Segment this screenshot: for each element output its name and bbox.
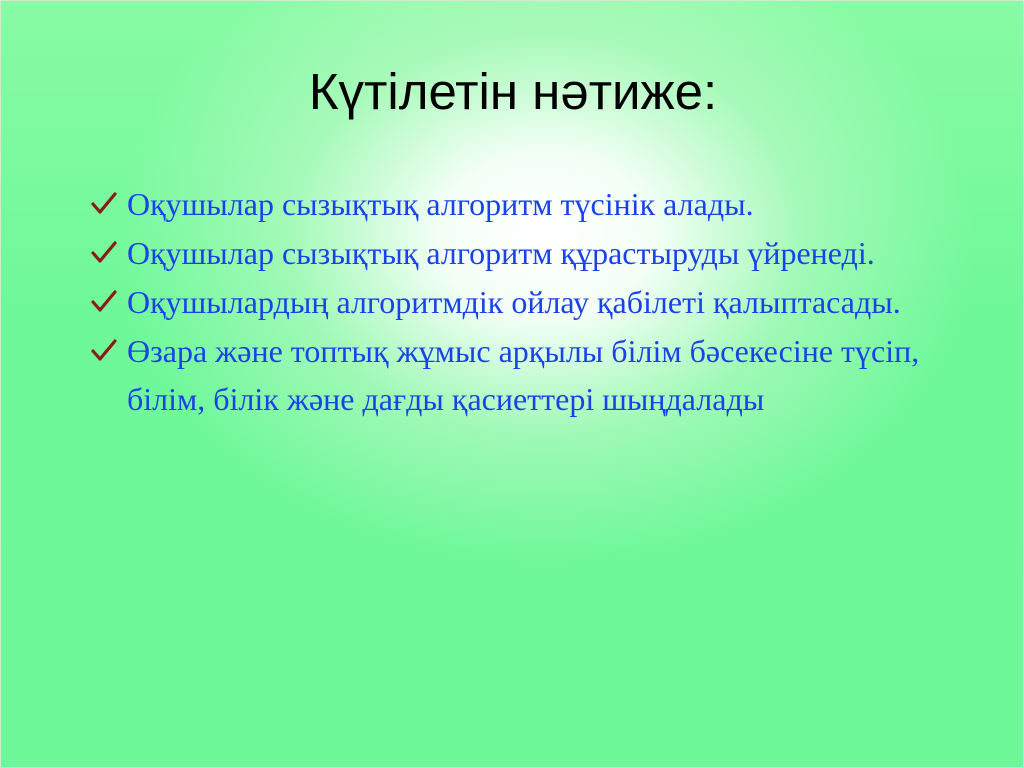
bullet-text: Оқушылардың алгоритмдік ойлау қабілеті қалыптасады. <box>127 284 901 320</box>
bullet-text: Өзара және топтық жұмыс арқылы білім бәсекесіне түсіп, білім, білік және дағды қасиеттері шыңдалады <box>127 333 920 417</box>
check-mark-icon <box>89 336 125 372</box>
bullet-item <box>89 285 969 326</box>
bullet-text: Оқушылар сызықтық алгоритм түсінік алады. <box>127 186 754 222</box>
bullet-item <box>89 187 969 228</box>
bullet-item <box>89 334 969 423</box>
bullet-list <box>89 187 969 431</box>
check-mark-icon <box>89 238 125 274</box>
check-mark-icon <box>89 287 125 323</box>
slide-title: Күтілетін нәтиже: <box>308 63 718 120</box>
bullet-item <box>89 236 969 277</box>
check-mark-icon <box>89 189 125 225</box>
bullet-text: Оқушылар сызықтық алгоритм құрастыруды үйренеді. <box>127 235 875 271</box>
